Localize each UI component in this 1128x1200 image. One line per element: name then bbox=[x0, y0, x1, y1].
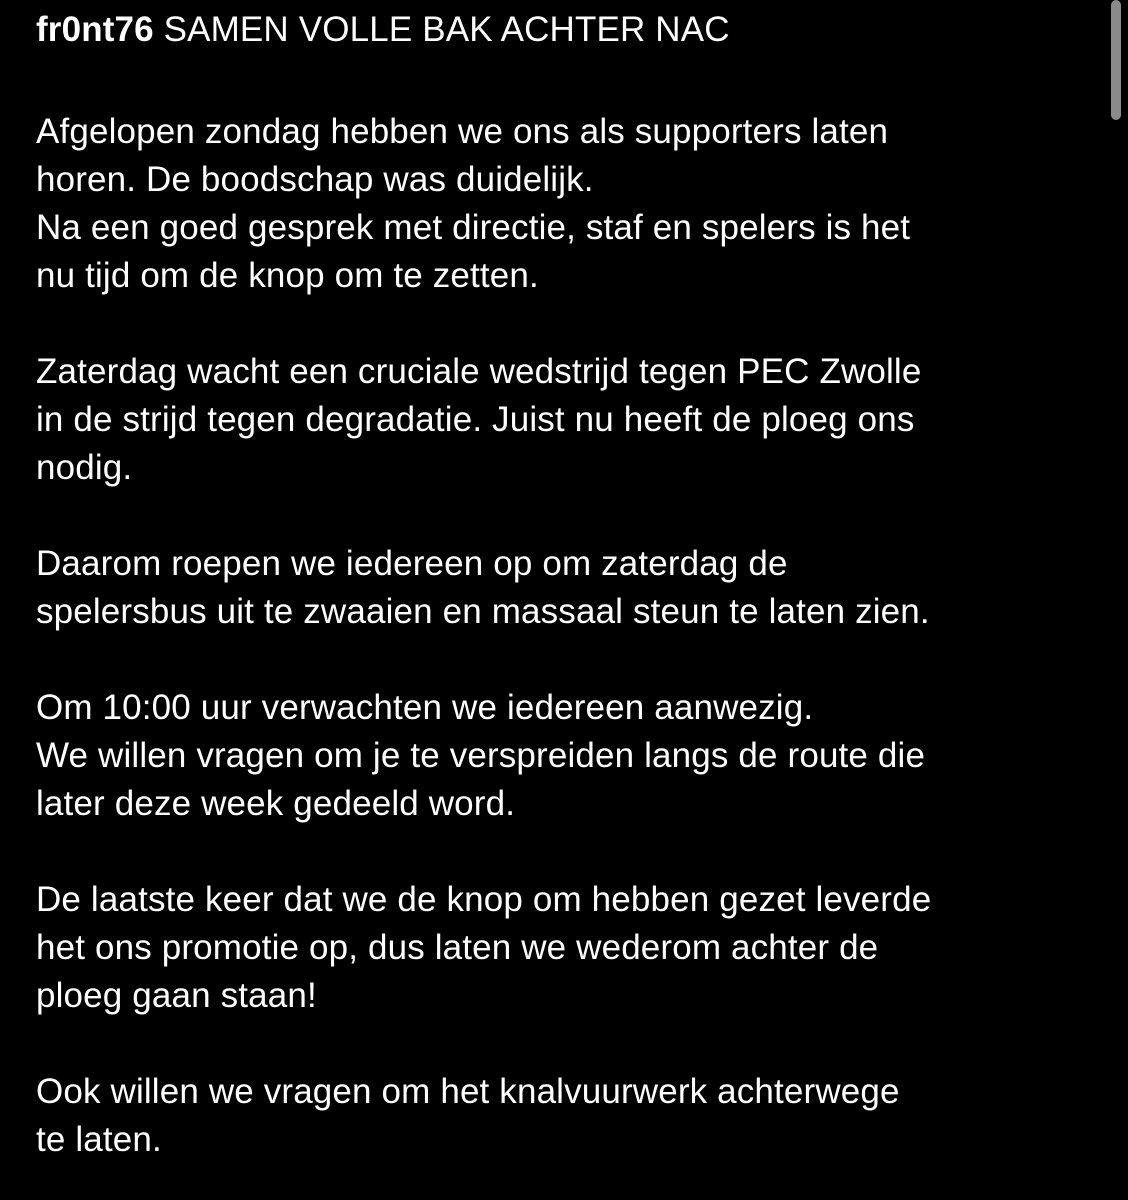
text-line: We willen vragen om je te verspreiden langs de route die bbox=[36, 736, 926, 775]
paragraph-4 bbox=[36, 684, 1101, 828]
text-line: spelersbus uit te zwaaien en massaal steun te laten zien. bbox=[36, 592, 930, 631]
text-line: horen. De boodschap was duidelijk. bbox=[36, 160, 594, 199]
text-line: Na een goed gesprek met directie, staf en spelers is het bbox=[36, 208, 911, 247]
vertical-scrollbar[interactable] bbox=[1111, 0, 1121, 120]
text-line: Daarom roepen we iedereen op om zaterdag de bbox=[36, 544, 788, 583]
text-line: Afgelopen zondag hebben we ons als supporters laten bbox=[36, 112, 889, 151]
text-line: later deze week gedeeld word. bbox=[36, 784, 516, 823]
paragraph-5 bbox=[36, 876, 1101, 1020]
caption-body bbox=[36, 108, 1101, 1200]
text-line: ploeg gaan staan! bbox=[36, 976, 317, 1015]
caption-header bbox=[36, 6, 1096, 54]
caption-headline: SAMEN VOLLE BAK ACHTER NAC bbox=[163, 10, 730, 49]
text-line: Ook willen we vragen om het knalvuurwerk achterwege bbox=[36, 1072, 900, 1111]
text-line: te laten. bbox=[36, 1120, 162, 1159]
username-link[interactable]: fr0nt76 bbox=[36, 10, 154, 49]
paragraph-6 bbox=[36, 1068, 1101, 1164]
text-line: Zaterdag wacht een cruciale wedstrijd tegen PEC Zwolle bbox=[36, 352, 922, 391]
text-line: in de strijd tegen degradatie. Juist nu heeft de ploeg ons bbox=[36, 400, 915, 439]
text-line: De laatste keer dat we de knop om hebben gezet leverde bbox=[36, 880, 932, 919]
text-line: het ons promotie op, dus laten we wederom achter de bbox=[36, 928, 879, 967]
paragraph-2 bbox=[36, 348, 1101, 492]
paragraph-1 bbox=[36, 108, 1101, 300]
text-line: nu tijd om de knop om te zetten. bbox=[36, 256, 539, 295]
text-line: Om 10:00 uur verwachten we iedereen aanwezig. bbox=[36, 688, 814, 727]
paragraph-3 bbox=[36, 540, 1101, 636]
text-line: nodig. bbox=[36, 448, 133, 487]
